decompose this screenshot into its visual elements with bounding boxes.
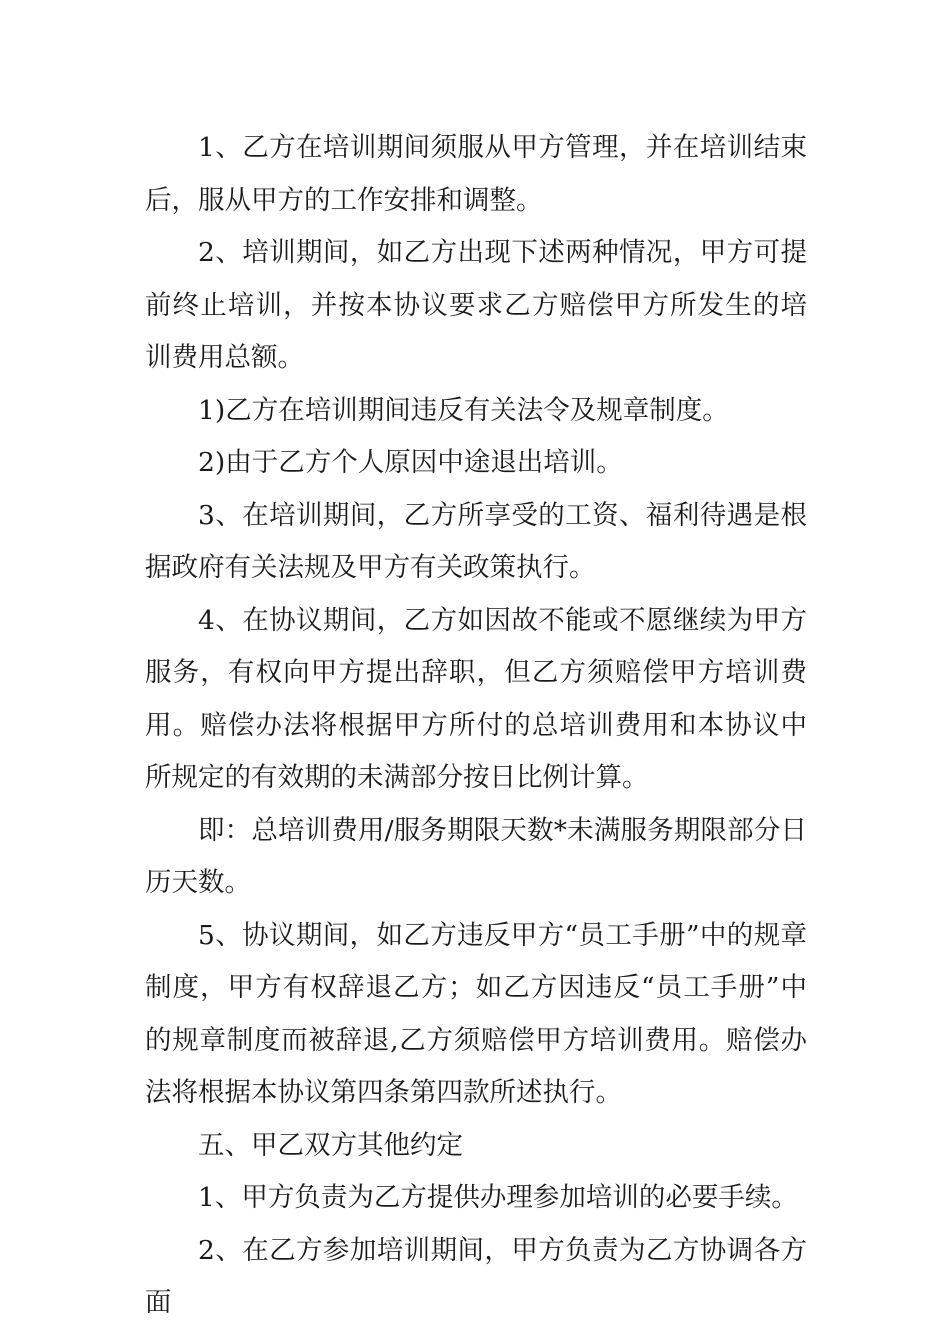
document-body [145, 122, 807, 1330]
paragraph-sub-item-1: 1)乙方在培训期间违反有关法令及规章制度。 [198, 394, 729, 426]
paragraph-formula: 即：总培训费用/服务期限天数*未满服务期限部分日历天数。 [145, 814, 807, 898]
paragraph-agreement-1: 1、甲方负责为乙方提供办理参加培训的必要手续。 [198, 1182, 798, 1213]
paragraph-clause-4: 4、在协议期间，乙方如因故不能或不愿继续为甲方服务，有权向甲方提出辞职，但乙方须赔偿甲方培训费用。赔偿办法将根据甲方所付的总培训费用和本协议中所规定的有效期的未满部分按日比例计算。 [145, 604, 807, 793]
paragraph-agreement-2: 2、在乙方参加培训期间，甲方负责为乙方协调各方面 [145, 1234, 807, 1318]
paragraph-sub-item-2: 2)由于乙方个人原因中途退出培训。 [198, 447, 623, 478]
paragraph-clause-5: 5、协议期间，如乙方违反甲方“员工手册”中的规章制度，甲方有权辞退乙方；如乙方因违反“员工手册”中的规章制度而被辞退,乙方须赔偿甲方培训费用。赔偿办法将根据本协议第四条第四款所述执行。 [145, 919, 807, 1108]
paragraph-clause-1: 1、乙方在培训期间须服从甲方管理，并在培训结束后，服从甲方的工作安排和调整。 [145, 132, 807, 216]
paragraph-clause-3: 3、在培训期间，乙方所享受的工资、福利待遇是根据政府有关法规及甲方有关政策执行。 [145, 499, 807, 583]
paragraph-clause-2: 2、培训期间，如乙方出现下述两种情况，甲方可提前终止培训，并按本协议要求乙方赔偿甲方所发生的培训费用总额。 [145, 237, 807, 373]
section-heading-other-agreements: 五、甲乙双方其他约定 [198, 1129, 463, 1161]
